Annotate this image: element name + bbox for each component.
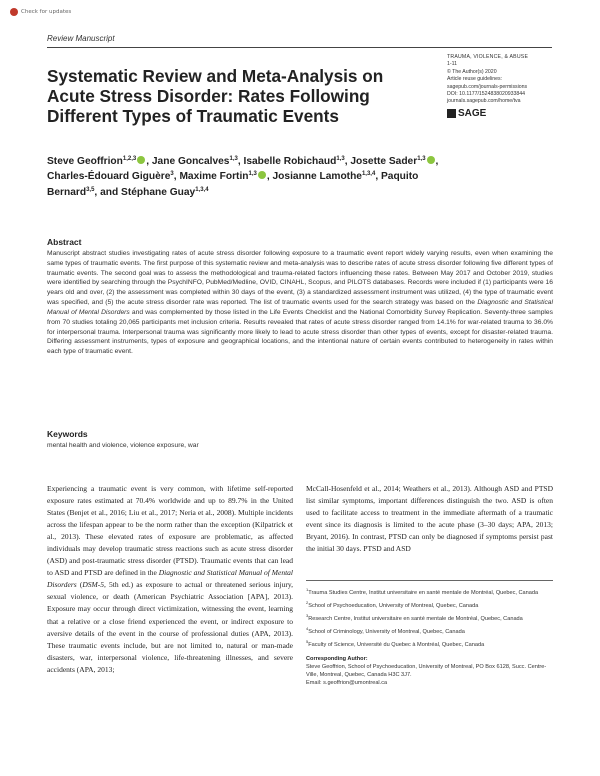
orcid-icon[interactable]	[427, 156, 435, 164]
affiliation-number: 4	[306, 625, 309, 631]
author-separator: ,	[237, 156, 244, 167]
body-left-italic2: DSM-5	[82, 580, 105, 590]
author-name[interactable]: Stéphane Guay	[121, 186, 196, 198]
orcid-icon[interactable]	[258, 171, 266, 179]
author-name[interactable]: Maxime Fortin	[179, 171, 249, 183]
affiliation-item	[306, 612, 553, 623]
author-affiliation-sup: 1,3	[336, 156, 345, 162]
author-affiliation-sup: 3,5	[86, 186, 95, 193]
author-separator: ,	[173, 171, 180, 183]
body-left-part1: Experiencing a traumatic event is very common, with lifetime self-reported exposure rates estimated at 70.4% worldwide and up to 89.7% in the United States (Benjet et al., 2016; Liu et al., 2017; Neria et al., 2008). Multiple incidents across the lifespan appear to be the norm rather than the exception (Kilpatrick et al., 2013). These elevated rates of exposure are problematic, as affected individuals may develop traumatic stress reactions such as acute stress disorder (ASD) and post-traumatic stress disorder (PTSD). Traumatic events that can lead to ASD and PTSD are defined in the	[47, 484, 293, 578]
affiliation-number: 1	[306, 587, 309, 592]
affiliation-text: Trauma Studies Centre, Institut universitaire en santé mentale de Montréal, Quebec, Canada	[308, 589, 539, 596]
author-affiliation-sup: 1,3	[248, 171, 257, 178]
abstract-heading: Abstract	[47, 237, 82, 247]
journal-reuse-url[interactable]: sagepub.com/journals-permissions	[447, 83, 528, 90]
author-and: and	[97, 186, 122, 198]
author-name[interactable]: Steve Geoffrion	[47, 156, 123, 167]
affiliation-item	[306, 625, 553, 636]
author-separator: ,	[146, 156, 152, 167]
affiliation-list	[306, 586, 553, 649]
affiliation-text: School of Psychoeducation, University of Montreal, Quebec, Canada	[308, 602, 479, 609]
affiliation-item	[306, 586, 553, 597]
author-affiliation-sup: 1,3	[417, 156, 426, 162]
author-name[interactable]: Isabelle Robichaud	[243, 156, 337, 167]
affiliation-text: Research Centre, Institut universitaire en santé mentale de Montréal, Quebec, Canada	[308, 615, 523, 622]
corresponding-address: Steve Geoffrion, School of Psychoeducation, University of Montreal, PO Box 6128, Succ. Centre-Ville, Montreal, Quebec, Canada H3C 3J7.	[306, 663, 547, 678]
check-updates-icon	[10, 8, 18, 16]
journal-pages: 1-11	[447, 61, 457, 68]
affiliations	[306, 586, 553, 687]
author-separator: ,	[375, 171, 381, 183]
author-name[interactable]: Paquito Bernard	[47, 171, 419, 198]
affiliation-text: School of Criminology, University of Montreal, Quebec, Canada	[308, 628, 465, 635]
body-left-part2: (	[76, 580, 83, 590]
abstract-text-italic: Diagnostic and Statistical Manual of Mental Disorders	[47, 299, 553, 316]
keywords-text: mental health and violence, violence exposure, war	[47, 442, 199, 449]
corresponding-heading: Corresponding Author:	[306, 655, 368, 662]
author-separator: ,	[344, 156, 351, 167]
author-affiliation-sup: 1,3,4	[195, 186, 209, 193]
article-title: Systematic Review and Meta-Analysis on Acute Stress Disorder: Rates Following Different Types of Traumatic Events	[47, 66, 384, 126]
journal-meta	[447, 54, 562, 120]
author-affiliation-sup: 1,3,4	[361, 171, 376, 178]
author-name[interactable]: Jane Goncalves	[151, 156, 230, 167]
corresponding-email[interactable]: Email: s.geoffrion@umontreal.ca	[306, 680, 388, 687]
check-updates-label: Check for updates	[21, 9, 72, 15]
sage-logo	[447, 108, 562, 120]
running-head: Review Manuscript	[47, 34, 115, 43]
journal-name: TRAUMA, VIOLENCE, & ABUSE	[447, 54, 529, 60]
check-for-updates-badge[interactable]	[10, 6, 71, 18]
affiliation-item	[306, 638, 553, 649]
affiliation-rule	[306, 580, 553, 581]
body-column-left	[47, 483, 293, 676]
journal-url[interactable]: journals.sagepub.com/home/tva	[447, 98, 521, 105]
author-separator: ,	[94, 186, 98, 198]
abstract-text	[47, 249, 553, 357]
author-separator: ,	[266, 171, 273, 183]
orcid-icon[interactable]	[137, 156, 145, 164]
sage-logo-text: SAGE	[458, 107, 487, 119]
body-column-right: McCall-Hosenfeld et al., 2014; Weathers et al., 2013). Although ASD and PTSD list similar symptoms, important differences distinguish the two. ASD is often used to facilitate access to treatment in the immediate aftermath of a traumatic event since its diagnosis is limited to the acute phase (3–30 days; APA, 2013; Bryant, 2016). In contrast, PTSD can only be diagnosed if symptoms persist past the initial 30 days. PTSD and ASD	[306, 484, 553, 554]
affiliation-number: 2	[306, 599, 309, 605]
abstract-text-part2: and was complemented by those listed in the Life Events Checklist and the National Comorbidity Survey Replication. Seventy-three samples from 70 studies totaling 20,065 participants met inclusion criteria. Results revealed that rates of acute stress disorder ranged from 14.1% for war-related trauma to 36.0% for interpersonal trauma. Interpersonal trauma was significantly more likely to lead to acute stress disorder than other types of events, except for disaster-related trauma. Differing assessment instruments, types of exposure and geographical locations, and the intentional nature of certain events contributed to heterogeneity in rates within each type of traumatic event.	[47, 308, 553, 356]
body-left-italic1: Diagnostic and Statistical Manual of Mental Disorders	[47, 568, 293, 590]
author-name[interactable]: Josianne Lamothe	[272, 171, 362, 183]
affiliation-number: 3	[306, 612, 309, 618]
abstract-text-part1: Manuscript abstract studies investigating rates of acute stress disorder following exposure to a traumatic event report widely varying results, even when examining the same types of traumatic events. The first purpose of this systematic review and meta-analysis was to describe rates of acute stress disorder following five different types of traumatic events. The second goal was to assess the methodological and trauma-related factors influencing these rates. Between May 2017 and October 2019, studies were identified by searching through the PsychINFO, PubMed/Medline, OVID, CINAHL, Scopus, and PILOTS databases. Records were included if (1) participants were 16 years old and over, (2) the assessment was completed within 30 days of the event, (3) a standardized assessment instrument was utilized, (4) the type of traumatic event was specified, and (5) the acute stress disorder rate was reported. The list of traumatic events used for the search strategy was based on the	[47, 250, 553, 307]
author-affiliation-sup: 3	[170, 171, 174, 178]
journal-copyright: © The Author(s) 2020	[447, 68, 497, 75]
body-left-part3: , 5th ed.) as exposure to actual or threatened serious injury, sexual violence, or death (American Psychiatric Association [APA], 2013). Exposure may occur through direct victimization, witnessing the event, learning that a relative or a close friend experienced the event, or indirect exposure to aversive details of the event in the course of professional duties (APA, 2013). These traumatic events include, but are not limited to, natural or man-made disasters, war, interpersonal violence, life-threatening illnesses, and severe accidents (APA, 2013;	[47, 580, 294, 674]
sage-logo-icon	[447, 109, 456, 118]
affiliation-text: Faculty of Science, Université du Quebec à Montréal, Quebec, Canada	[308, 641, 485, 648]
header-rule	[47, 47, 552, 48]
author-separator: ,	[435, 156, 439, 167]
affiliation-item	[306, 599, 553, 610]
author-affiliation-sup: 1,3	[229, 156, 238, 162]
author-list	[47, 154, 447, 200]
journal-reuse: Article reuse guidelines:	[447, 76, 503, 83]
author-name[interactable]: Charles-Édouard Giguère	[47, 171, 171, 183]
affiliation-number: 5	[306, 638, 309, 644]
journal-doi[interactable]: DOI: 10.1177/1524838020933844	[447, 91, 526, 98]
author-affiliation-sup: 1,2,3	[122, 156, 137, 162]
author-name[interactable]: Josette Sader	[350, 156, 418, 167]
keywords-heading: Keywords	[47, 429, 88, 439]
